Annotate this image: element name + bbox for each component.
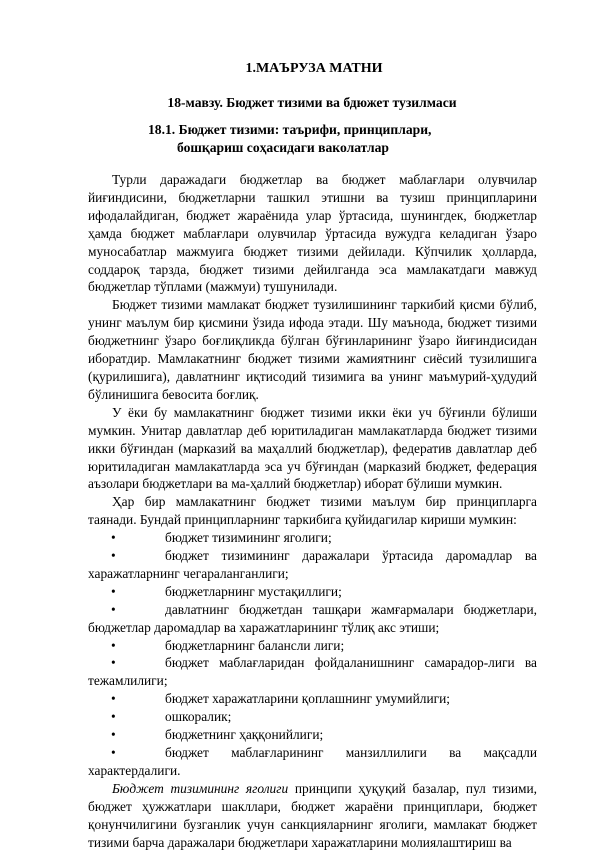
list-item-text: бюджет маблағларидан фойдаланишнинг самарадор-лиги ва тежамлилиги; <box>88 655 537 689</box>
topic-title: 18-мавзу. Бюджет тизими ва бдюжет тузилмаси <box>167 95 457 110</box>
list-item-text: бюджет харажатларини қоплашнинг умумийлиги; <box>165 691 450 707</box>
section-title-line2: бошқариш соҳасидаги ваколатлар <box>177 140 389 155</box>
paragraph-3: У ёки бу мамлакатнинг бюджет тизими икки ёки уч бўғинли бўлиши мумкин. Унитар давлатлар деб юритиладиган мамлакатларда бюджет тизими икки бўғиндан (марказий ва маҳаллий бюджетлар), федератив давлатлар деб юритиладиган мамлакатларда эса уч бўғиндан (марказий бюджет, федерация аъзолари бюджетлари ва ма-ҳаллий бюджетлар) иборат бўлиши мумкин. <box>88 404 537 492</box>
bullet-icon: • <box>111 637 116 653</box>
list-item-text: бюджет тизимининг даражалари ўртасида даромадлар ва харажатларнинг чегараланганлиги; <box>88 548 537 581</box>
paragraph-5 <box>88 780 537 851</box>
bullet-icon: • <box>111 745 116 760</box>
paragraph-2: Бюджет тизими мамлакат бюджет тузилишининг таркибий қисми бўлиб, унинг маълум бир қисмини ўзида ифода этади. Шу маънода, бюджет тизими бюджетнинг ўзаро боғлиқликда бўлган бўғинларининг ўзаро йиғиндисидан иборатдир. Мамлакатнинг бюджет тизими жамиятнинг сиёсий тузилишига (қурилишига), давлатнинг иқтисодий тизимига ва унинг маъмурий-ҳудудий бўлинишига бевосита боғлиқ. <box>88 297 537 402</box>
bullet-icon: • <box>111 709 116 725</box>
list-item <box>88 744 537 780</box>
list-item <box>88 601 537 637</box>
list-item-text: бюджетларнинг балансли лиги; <box>165 637 345 653</box>
list-item <box>88 529 537 547</box>
list-item <box>88 690 537 708</box>
list-item <box>88 637 537 655</box>
bullet-icon: • <box>111 727 116 743</box>
list-item <box>88 726 537 744</box>
lecture-heading: 1.МАЪРУЗА МАТНИ <box>245 61 383 76</box>
bullet-icon: • <box>111 583 116 599</box>
bullet-icon: • <box>111 548 116 564</box>
list-item <box>88 583 537 601</box>
section-title-line1: 18.1. Бюджет тизими: таърифи, принциплари, <box>148 122 432 137</box>
paragraph-5-text: принципи ҳуқуқий базалар, пул тизими, бюджет ҳужжатлари шакллари, бюджет жараёни принциплари, бюджет қонунчилигини бузганлик учун санкцияларнинг яголиги, мамлакат бюджет тизими барча даражалари бюджетлари харажатларини молиялаштириш ва <box>88 780 537 850</box>
bullet-icon: • <box>111 655 116 671</box>
list-item-text: бюджетнинг ҳаққонийлиги; <box>165 727 324 743</box>
principles-list <box>88 529 537 780</box>
list-item <box>88 547 537 583</box>
list-item-text: давлатнинг бюджетдан ташқари жамғармалари бюджетлари, бюджетлар даромадлар ва харажатларининг тўлиқ акс этиши; <box>88 601 537 635</box>
list-item-text: бюджетларнинг мустақиллиги; <box>165 583 342 599</box>
bullet-icon: • <box>111 601 116 617</box>
paragraph-1: Турли даражадаги бюджетлар ва бюджет маблағлари олувчилар йиғиндисини, бюджетларни ташкил этишни ва тузиш принципларини ифодалайдиган, бюджет жараёнида улар ўртасида, шунингдек, бюджетлар ҳамда бюджет маблағлари олувчилар ўртасида вужудга келадиган ўзаро муносабатлар мажмуига бюджет тизими дейилади. Кўпчилик ҳолларда, соддароқ тарзда, бюджет тизими дейилганда эса мамлакатдаги мавжуд бюджетлар тўплами (мажмуи) тушунилади. <box>88 172 537 295</box>
bullet-icon: • <box>111 691 116 707</box>
list-item <box>88 654 537 690</box>
list-item-text: бюджет тизимининг яголиги; <box>165 530 332 546</box>
body-text <box>88 171 537 851</box>
principle-term: Бюджет тизимининг яголиги <box>112 780 289 796</box>
list-item <box>88 708 537 726</box>
section-title <box>148 121 431 157</box>
bullet-icon: • <box>111 530 116 546</box>
list-item-text: ошкоралик; <box>165 709 232 725</box>
list-item-text: бюджет маблағларининг манзиллилиги ва мақсадли характердалиги. <box>88 745 537 778</box>
paragraph-4: Ҳар бир мамлакатнинг бюджет тизими маълум бир принципларга таянади. Бундай принципларнинг таркибига қуйидагилар кириши мумкин: <box>88 494 537 528</box>
